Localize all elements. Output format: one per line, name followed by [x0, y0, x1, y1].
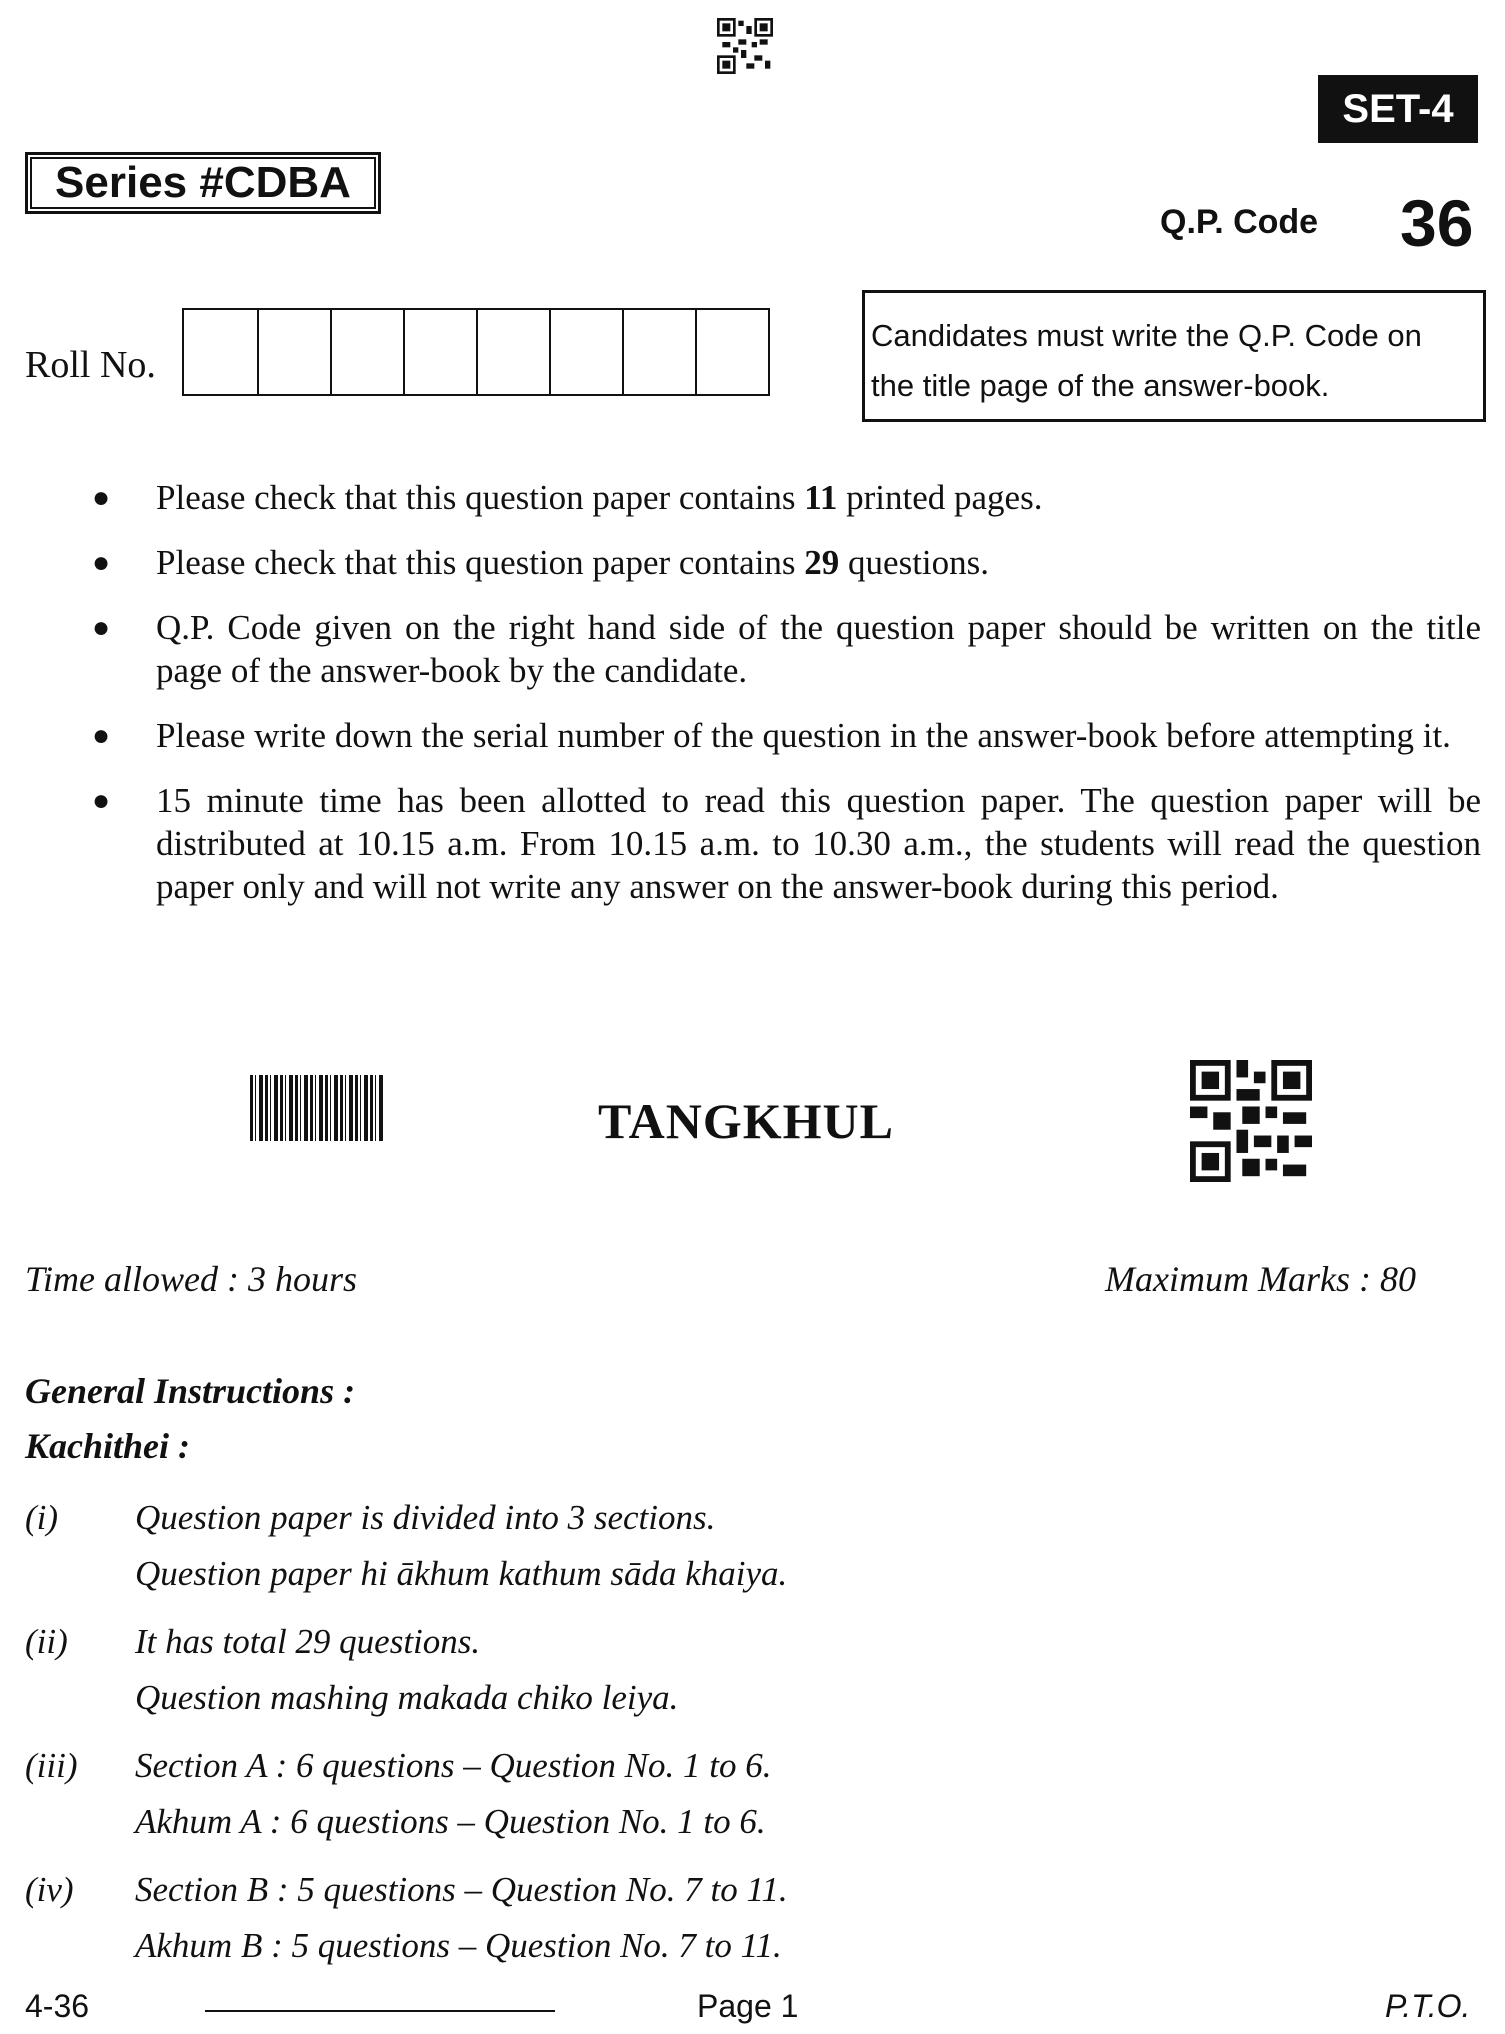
barcode-icon: [250, 1075, 384, 1141]
roll-number-cell[interactable]: [549, 310, 622, 394]
candidate-note-box: [862, 290, 1486, 422]
qr-code-icon: [1190, 1060, 1312, 1182]
instruction-item: (ii) It has total 29 questions. Question mashing makada chiko leiya.: [25, 1622, 679, 1717]
roll-number-cell[interactable]: [695, 310, 768, 394]
roll-number-cell[interactable]: [476, 310, 549, 394]
check-item: ● Please write down the serial number of the question in the answer-book before attempting it.: [92, 716, 1451, 755]
page-number: Page 1: [697, 1988, 799, 2024]
instruction-list: [25, 1490, 1485, 1986]
instruction-item: (i) Question paper is divided into 3 sections. Question paper hi ākhum kathum sāda khaiya.: [25, 1498, 788, 1593]
footer-code: 4-36: [25, 1988, 90, 2024]
instruction-item: (iv) Section B : 5 questions – Question No. 7 to 11. Akhum B : 5 questions – Question No. 7 to 11.: [25, 1870, 788, 1965]
roll-number-cell[interactable]: [257, 310, 330, 394]
general-instructions-title: General Instructions :: [25, 1371, 356, 1411]
qr-code-icon: [717, 18, 773, 74]
qp-code-value: 36: [1400, 186, 1474, 260]
set-badge: SET-4: [1318, 75, 1478, 143]
qp-code-label: Q.P. Code: [1160, 203, 1319, 241]
check-item: ● Q.P. Code given on the right hand side of the question paper should be written on the title page of the answer-book by the candidate.: [92, 608, 1481, 690]
series-label: Series #CDBA: [25, 152, 381, 214]
check-item: ● Please check that this question paper contains 29 questions.: [92, 543, 990, 582]
footer-divider: [205, 2010, 555, 2012]
roll-number-boxes[interactable]: [182, 308, 770, 396]
check-item: ● 15 minute time has been allotted to read this question paper. The question paper will be distributed at 10.15 a.m. From 10.15 a.m. to 10.30 a.m., the students will read the question paper only and will not write any answer on the answer-book during this period.: [92, 781, 1481, 906]
instruction-item: (iii) Section A : 6 questions – Question No. 1 to 6. Akhum A : 6 questions – Question No. 1 to 6.: [25, 1746, 772, 1841]
check-list: [86, 476, 1481, 930]
check-item: ● Please check that this question paper contains 11 printed pages.: [92, 478, 1043, 517]
roll-number-cell[interactable]: [622, 310, 695, 394]
roll-number-cell[interactable]: [330, 310, 403, 394]
roll-number-label: Roll No.: [25, 344, 156, 386]
maximum-marks: Maximum Marks : 80: [1105, 1259, 1416, 1299]
subject-title: TANGKHUL: [598, 1093, 894, 1149]
general-instructions-subtitle: Kachithei :: [25, 1426, 191, 1466]
candidate-note-line: Candidates must write the Q.P. Code on: [871, 318, 1422, 353]
candidate-note-line: the title page of the answer-book.: [871, 368, 1330, 403]
roll-number-cell[interactable]: [184, 310, 257, 394]
roll-number-cell[interactable]: [403, 310, 476, 394]
time-allowed: Time allowed : 3 hours: [25, 1259, 358, 1299]
please-turn-over: P.T.O.: [1385, 1988, 1471, 2024]
